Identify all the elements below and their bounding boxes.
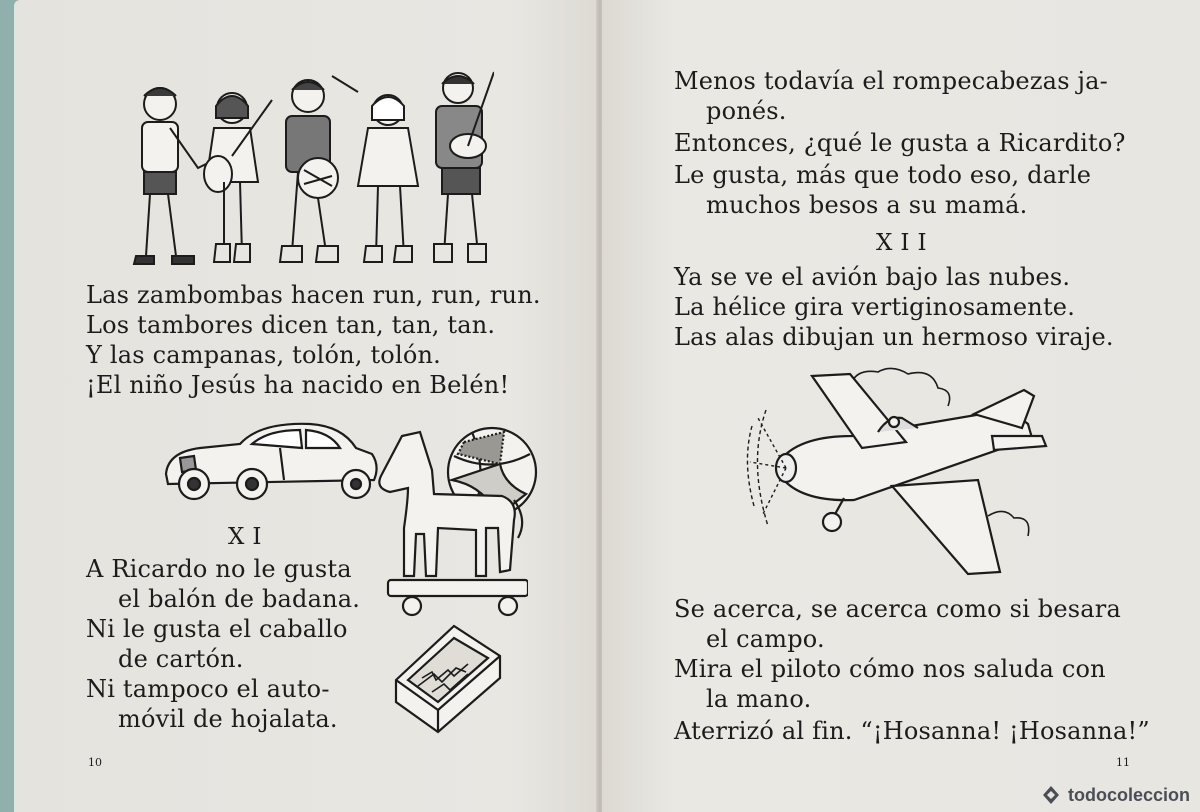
section-line: A Ricardo no le gusta (86, 555, 352, 583)
section-line: Ya se ve el avión bajo las nubes. (674, 263, 1071, 291)
section-line: la mano. (706, 685, 812, 713)
text-line: Le gusta, más que todo eso, darle (674, 161, 1092, 189)
section-heading: XII (876, 230, 935, 256)
text-line: ponés. (706, 97, 787, 125)
puzzle-box-illustration (392, 618, 504, 736)
section-line: La hélice gira vertiginosamente. (674, 293, 1076, 321)
page-number: 10 (88, 756, 102, 769)
watermark (1040, 784, 1190, 806)
section-line: el campo. (706, 625, 825, 653)
verse-line: Las zambombas hacen run, run, run. (86, 281, 541, 309)
watermark-text: todocoleccion (1067, 784, 1190, 805)
page-number: 11 (1116, 756, 1130, 769)
section-line: de cartón. (118, 645, 244, 673)
text-line: muchos besos a su mamá. (706, 191, 1028, 219)
verse-line: Y las campanas, tolón, tolón. (86, 341, 441, 369)
text-line: Entonces, ¿qué le gusta a Ricardito? (674, 129, 1126, 157)
toy-horse-illustration (368, 430, 528, 626)
right-page (602, 0, 1200, 812)
section-line: Mira el piloto cómo nos saluda con (674, 655, 1106, 683)
verse-line: Los tambores dicen tan, tan, tan. (86, 311, 496, 339)
section-line: el balón de badana. (118, 585, 361, 613)
section-heading: XI (228, 524, 270, 550)
text-line: Menos todavía el rompecabezas ja- (674, 67, 1108, 95)
section-line: Aterrizó al fin. “¡Hosanna! ¡Hosanna!” (674, 717, 1150, 745)
verse-line: ¡El niño Jesús ha nacido en Belén! (86, 371, 510, 399)
toy-car-illustration (160, 418, 382, 504)
left-page (14, 0, 598, 812)
section-line: móvil de hojalata. (118, 705, 338, 733)
todocoleccion-logo-icon (1040, 784, 1062, 806)
section-line: Las alas dibujan un hermoso viraje. (674, 323, 1114, 351)
section-line: Se acerca, se acerca como si besara (674, 595, 1121, 623)
section-line: Ni tampoco el auto- (86, 675, 330, 703)
section-line: Ni le gusta el caballo (86, 615, 348, 643)
children-band-illustration (122, 66, 494, 278)
airplane-illustration (742, 366, 1052, 580)
